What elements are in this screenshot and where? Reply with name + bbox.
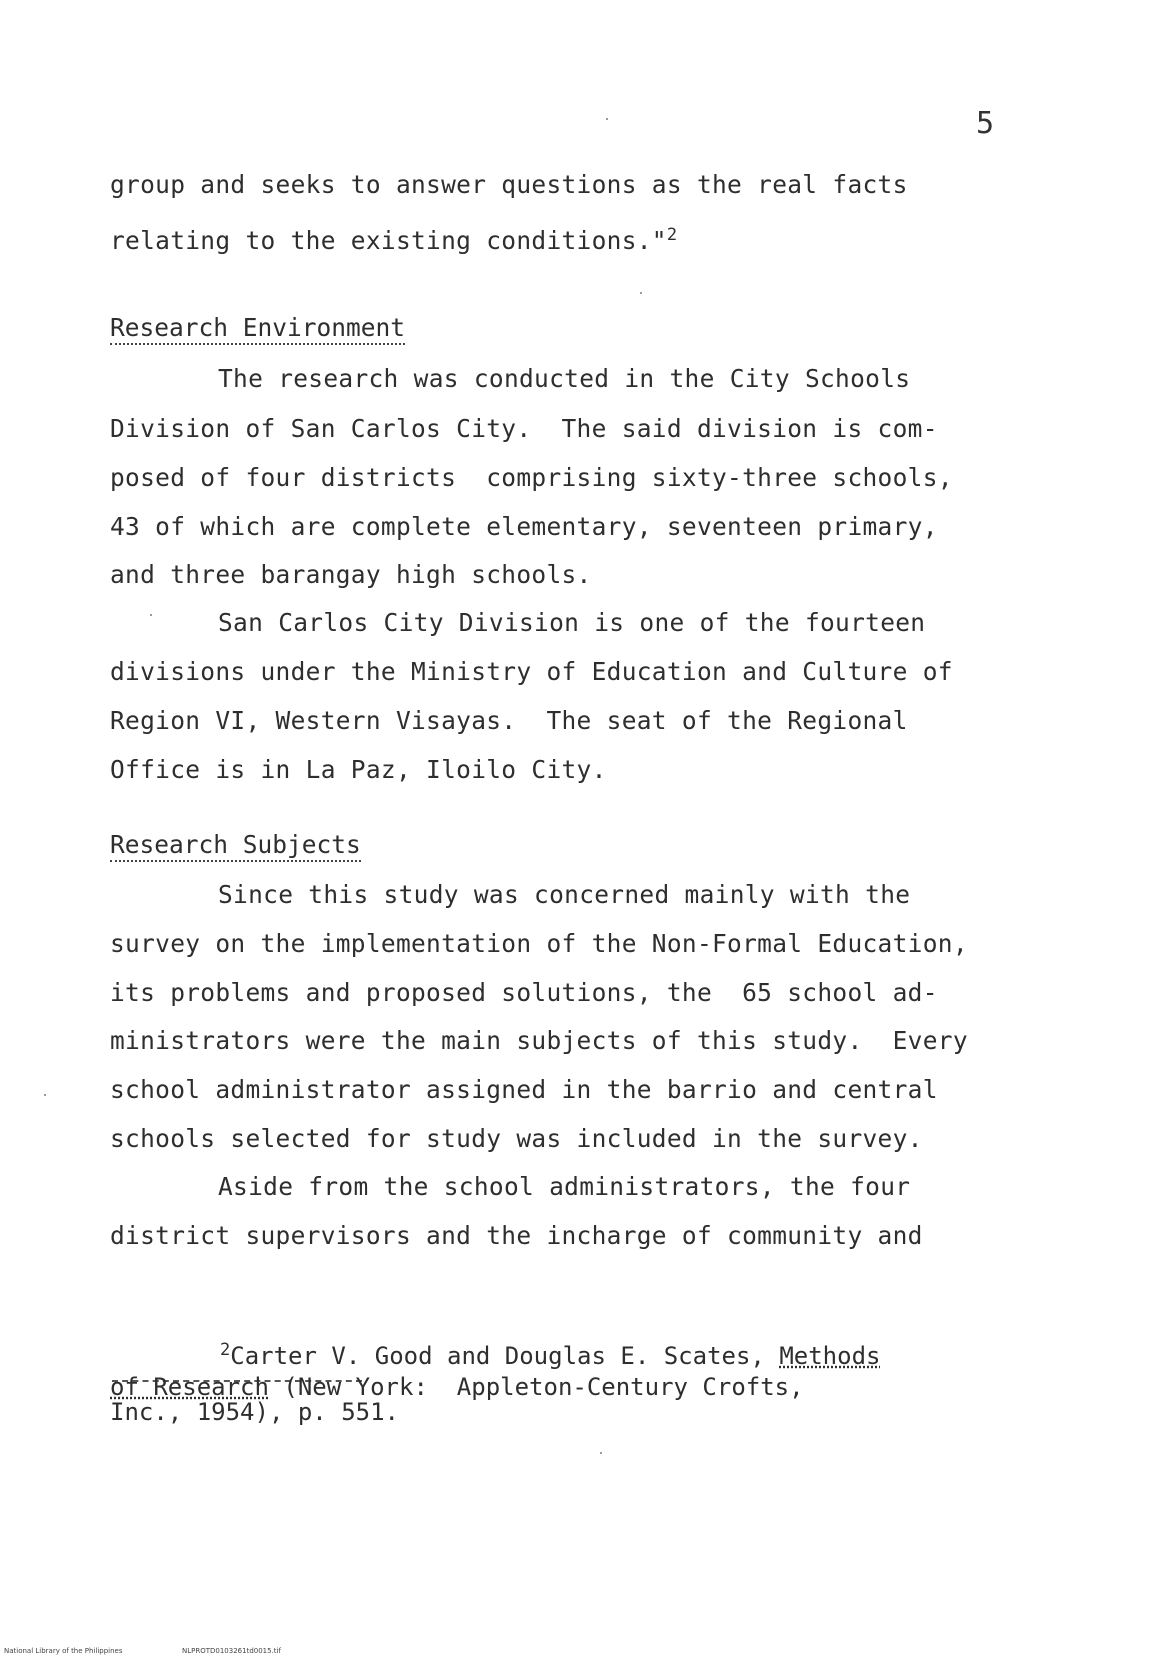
paragraph-line: survey on the implementation of the Non-Formal Education,: [110, 929, 968, 958]
paragraph-line: Division of San Carlos City. The said division is com-: [110, 414, 938, 443]
continuation-line-2: [110, 226, 677, 255]
footnote-authors: Carter V. Good and Douglas E. Scates,: [230, 1342, 780, 1370]
paragraph-line: ministrators were the main subjects of this study. Every: [110, 1026, 968, 1055]
paragraph-line: Aside from the school administrators, the four: [218, 1172, 911, 1201]
scan-speck: [150, 614, 152, 616]
paragraph-line: Since this study was concerned mainly with the: [218, 880, 911, 909]
footnote-line-2: [110, 1373, 804, 1401]
continuation-line-2-text: relating to the existing conditions.": [110, 226, 667, 255]
footer-file-id: NLPROTD0103261td0015.tif: [182, 1647, 281, 1655]
paragraph-line: schools selected for study was included in the survey.: [110, 1124, 923, 1153]
footnote-reference: 2: [666, 224, 678, 245]
scan-speck: [640, 292, 642, 294]
paragraph-line: and three barangay high schools.: [110, 560, 592, 589]
footer-library-label: National Library of the Philippines: [4, 1647, 123, 1655]
paragraph-line: Region VI, Western Visayas. The seat of the Regional: [110, 706, 908, 735]
page-number: 5: [976, 106, 995, 141]
paragraph-line: its problems and proposed solutions, the 65 school ad-: [110, 978, 938, 1007]
paragraph-line: The research was conducted in the City Schools: [218, 364, 911, 393]
footnote-title-part2: of Research: [110, 1373, 269, 1401]
paragraph-line: San Carlos City Division is one of the fourteen: [218, 608, 926, 637]
paragraph-line: 43 of which are complete elementary, seventeen primary,: [110, 512, 938, 541]
section-heading-research-environment: Research Environment: [110, 313, 405, 345]
footnote-publisher: (New York: Appleton-Century Crofts,: [268, 1373, 804, 1401]
scan-speck: [44, 1094, 46, 1096]
scan-speck: [606, 118, 608, 120]
paragraph-line: divisions under the Ministry of Education and Culture of: [110, 657, 953, 686]
footnote-title-part1: Methods: [779, 1342, 881, 1370]
paragraph-line: district supervisors and the incharge of community and: [110, 1221, 923, 1250]
paragraph-line: school administrator assigned in the barrio and central: [110, 1075, 938, 1104]
footnote-line-3: Inc., 1954), p. 551.: [110, 1398, 399, 1426]
footnote-marker: 2: [220, 1340, 231, 1360]
scan-speck: [600, 1452, 602, 1454]
continuation-line-1: group and seeks to answer questions as the real facts: [110, 170, 908, 199]
paragraph-line: posed of four districts comprising sixty-three schools,: [110, 463, 953, 492]
paragraph-line: Office is in La Paz, Iloilo City.: [110, 755, 607, 784]
footnote-line-1: [220, 1342, 880, 1370]
section-heading-research-subjects: Research Subjects: [110, 830, 361, 862]
